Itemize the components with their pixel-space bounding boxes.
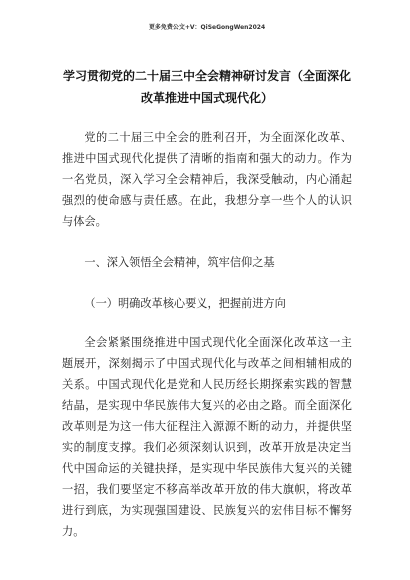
subsection-heading: （一）明确改革核心要义，把握前进方向 <box>84 297 286 310</box>
body-paragraph: 全会紧紧围绕推进中国式现代化全面深化改革这一主题展开，深刻揭示了中国式现代化与改革之间相辅相成的关系。中国式现代化是党和人民历经长期探索实践的智慧结晶，是实现中华民族伟大复兴的必由之路。而全面深化改革则是为这一伟大征程注入源源不断的动力，并提供坚实的制度支撑。我们必须深刻认识到，改革开放是决定当代中国命运的关键抉择，是实现中华民族伟大复兴的关键一招，我们要坚定不移高举改革开放的伟大旗帜，将改革进行到底，为实现强国建设、民族复兴的宏伟目标不懈努力。 <box>62 336 352 538</box>
document-title: 学习贯彻党的二十届三中全会精神研讨发言（全面深化改革推进中国式现代化） <box>62 69 351 105</box>
intro-paragraph: 党的二十届三中全会的胜利召开，为全面深化改革、推进中国式现代化提供了清晰的指南和强大的动力。作为一名党员，深入学习全会精神后，我深受触动，内心涌起强烈的使命感与责任感。在此，我想分享一些个人的认识与体会。 <box>62 131 352 228</box>
section-heading: 一、深入领悟全会精神，筑牢信仰之基 <box>84 256 275 269</box>
page-header: 更多免费公文+V：QiSeGongWen2024 <box>148 24 266 31</box>
